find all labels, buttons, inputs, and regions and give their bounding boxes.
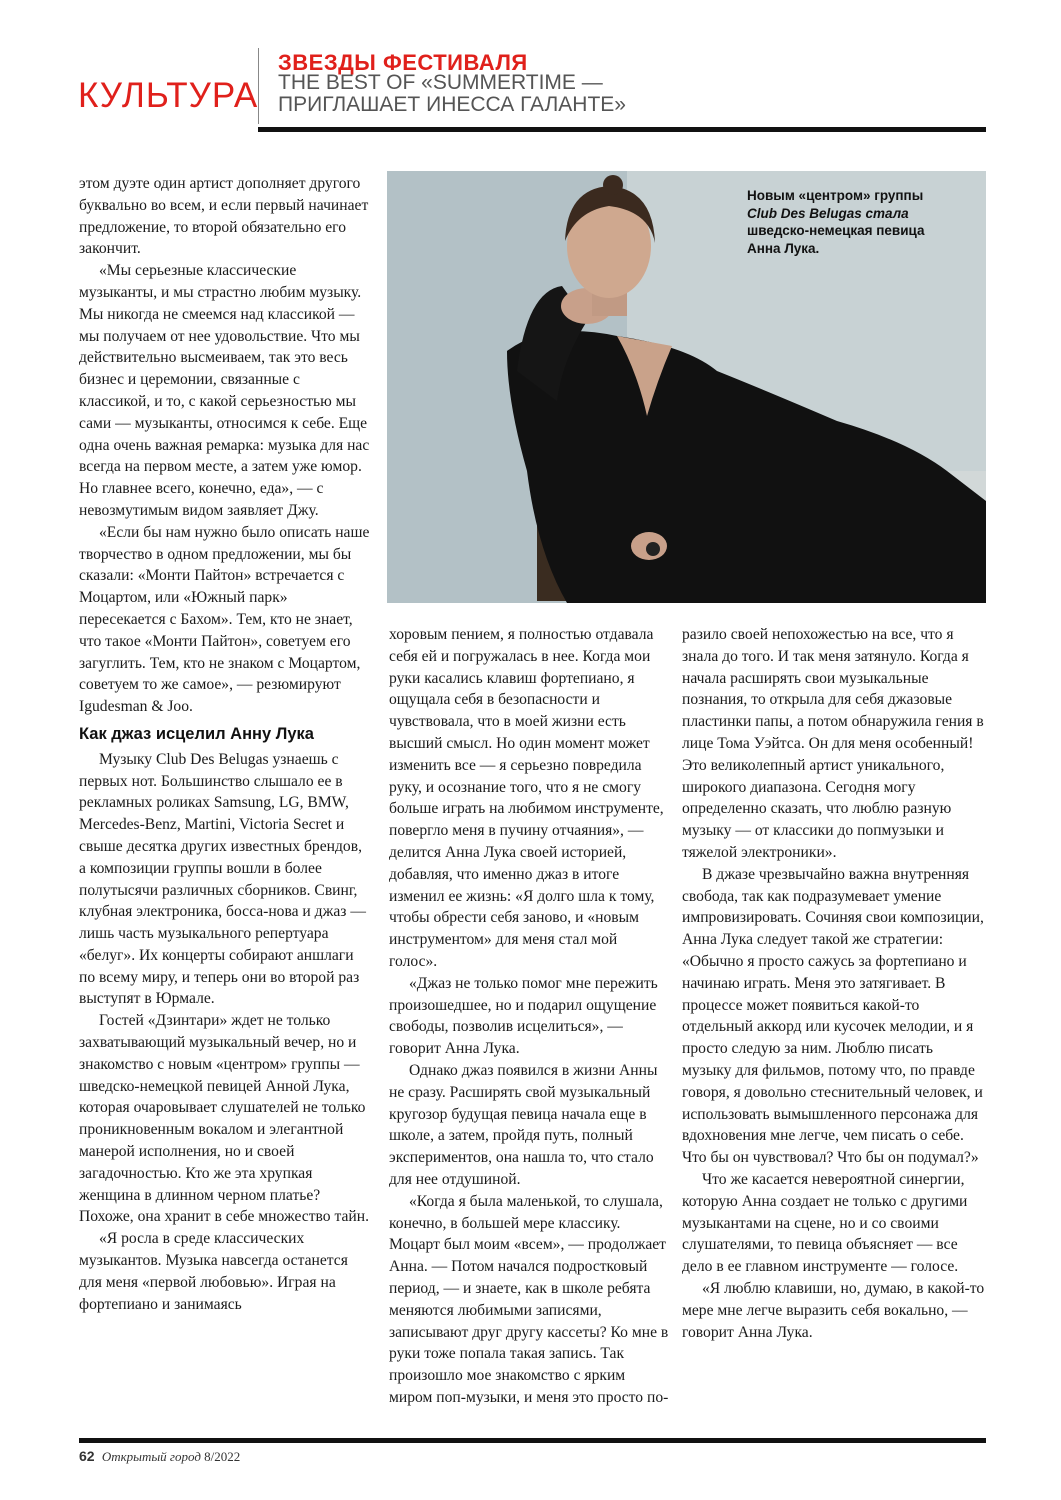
paragraph: Гостей «Дзинтари» ждет не только захватывающий музыкальный вечер, но и знакомство с новым «центром» группы — шведско-немецкой певицей Анной Лука, которая очаровывает слушателей не только проникновенным вокалом и элегантной манерой исполнения, но и своей загадочностью. Кто же эта хрупкая женщина в длинном черном платье? Похоже, она хранит в себе множество тайн. [79, 1012, 369, 1226]
text-column-1 [79, 173, 371, 1315]
page-header [70, 42, 986, 132]
text-column-3 [682, 624, 985, 1343]
page-number: 62 [79, 1448, 95, 1464]
text-column-2 [389, 624, 669, 1409]
paragraph: «Если бы нам нужно было описать наше творчество в одном предложении, мы бы сказали: «Монти Пайтон» встречается с Моцартом, или «Южный парк» пересекается с Бахом». Тем, кто не знает, что такое «Монти Пайтон», советуем его загуглить. Тем, кто не знаком с Моцартом, советуем то же самое», — резюмируют Igudesman & Joo. [79, 523, 370, 716]
paragraph: Что же касается невероятной синергии, которую Анна создает не только с другими музыкантами на сцене, но и со своими слушателями, то певица объясняет — все дело в ее главном инструменте — голосе. [682, 1170, 968, 1276]
paragraph: разило своей непохожестью на все, что я знала до того. И так меня затянуло. Когда я начала расширять свои музыкальные познания, то открыла для себя джазовые пластинки папы, а потом обнаружила гения в лице Тома Уэйтса. Он для меня особенный! Это великолепный артист уникального, широкого диапазона. Сегодня могу определенно сказать, что люблю разную музыку — от классики до попмузыки и тяжелой электроники». [682, 626, 984, 861]
subheading: Как джаз исцелил Анну Лука [79, 724, 314, 743]
paragraph: Музыку Club Des Belugas узнаешь с первых нот. Большинство слышало ее в рекламных роликах Samsung, LG, BMW, Mercedes-Benz, Martini, Victoria Secret и свыше десятка других известных брендов, а композиции группы вошли в более полутысячи различных сборников. Свинг, клубная электроника, босса-нова и джаз — лишь часть музыкального репертуара «белуг». Их концерты собирают аншлаги по всему миру, и теперь они во второй раз выступят в Юрмале. [79, 750, 366, 1008]
paragraph: Однако джаз появился в жизни Анны не сразу. Расширять свой музыкальный кругозор будущая певица начала еще в школе, а затем, пройдя путь, полный экспериментов, она нашла то, что стало для нее отдушиной. [389, 1061, 658, 1188]
article-photo [387, 171, 986, 603]
kicker-title: ЗВЕЗДЫ ФЕСТИВАЛЯ [278, 50, 528, 75]
header-divider [258, 48, 259, 124]
paragraph: хоровым пением, я полностью отдавала себя ей и погружалась в нее. Когда мои руки касались клавиш фортепиано, я ощущала себя в безопасности и чувствовала, что в моей жизни есть высший смысл. Но один момент может изменить все — я серьезно повредила руку, и осознание того, что я не смогу больше играть на любимом инструменте, повергло меня в пучину отчаяния», — делится Анна Лука своей историей, добавляя, что именно джаз в итоге изменил ее жизнь: «Я долго шла к тому, чтобы обрести себя заново, и «новым инструментом» для меня стал мой голос». [389, 626, 664, 970]
page-footer [79, 1448, 240, 1465]
issue-number: 8/2022 [204, 1449, 241, 1464]
paragraph: «Я люблю клавиши, но, думаю, в какой-то мере мне легче выразить себя вокально, — говорит Анна Лука. [682, 1279, 985, 1341]
paragraph: «Когда я была маленькой, то слушала, конечно, в большей мере классику. Моцарт был моим «всем», — продолжает Анна. — Потом начался подростковый период, — и знаете, как в школе ребята меняются любимыми записями, записывают друг другу кассеты? Ко мне в руки тоже попала такая запись. Так произошло мое знакомство с ярким миром поп-музыки, и меня это просто по- [389, 1192, 669, 1406]
caption-line: Club Des Belugas стала [747, 205, 909, 221]
photo-caption [747, 187, 967, 257]
subtitle-line-1: THE BEST OF «SUMMERTIME — [278, 71, 603, 94]
paragraph: В джазе чрезвычайно важна внутренняя свобода, так как подразумевает умение импровизировать. Сочиняя свои композиции, Анна Лука следует такой же стратегии: «Обычно я просто сажусь за фортепиано и начинаю играть. Меня это затягивает. В процессе может появиться какой-то отдельный аккорд или кусочек мелодии, и я просто следую за ним. Люблю писать музыку для фильмов, потому что, по правде говоря, я довольно стеснительный человек, и использовать вымышленного персонажа для вдохновения мне легче, чем писать о себе. Что бы он чувствовал? Что бы он подумал?» [682, 865, 984, 1167]
article-subtitle [278, 72, 698, 116]
header-rule [258, 127, 986, 132]
section-title: КУЛЬТУРА [78, 76, 259, 115]
paragraph: «Мы серьезные классические музыканты, и мы страстно любим музыку. Мы никогда не смеемся над классикой — мы получаем от нее удовольствие. Что мы действительно высмеиваем, так это весь бизнес и церемонии, связанные с классикой, и то, с какой серьезностью мы сами — музыканты, относимся к себе. Еще одна очень важная ремарка: музыка для нас всегда на первом месте, а затем уже юмор. Но главнее всего, конечно, еда», — с невозмутимым видом заявляет Джу. [79, 262, 370, 519]
magazine-name: Открытый город [101, 1449, 201, 1464]
footer-rule [79, 1438, 986, 1443]
subtitle-line-2: ПРИГЛАШАЕТ ИНЕССА ГАЛАНТЕ» [278, 93, 626, 116]
paragraph: «Джаз не только помог мне пережить произошедшее, но и подарил ощущение свободы, позволив исцелиться», — говорит Анна Лука. [389, 974, 658, 1058]
caption-line: шведско-немецкая певица [747, 223, 925, 238]
paragraph: этом дуэте один артист дополняет другого буквально во всем, и если первый начинает предложение, то второй обязательно его закончит. [79, 175, 369, 258]
caption-line: Новым «центром» группы [747, 188, 924, 203]
paragraph: «Я росла в среде классических музыкантов. Музыка навсегда останется для меня «первой любовью». Играя на фортепиано и занимаясь [79, 1230, 348, 1313]
caption-line: Анна Лука. [747, 240, 820, 256]
